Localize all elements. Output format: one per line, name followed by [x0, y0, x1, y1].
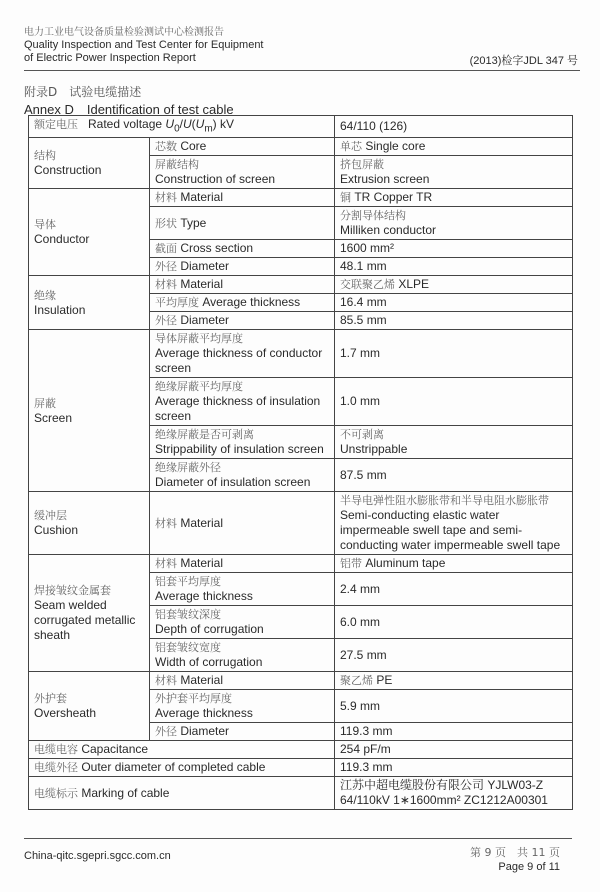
group-label: [29, 555, 150, 672]
parameter-cell: [150, 378, 335, 426]
table-row: [29, 138, 573, 156]
org-en-2: of Electric Power Inspection Report: [24, 52, 196, 64]
value-cn: 交联聚乙烯: [340, 278, 395, 292]
parameter-en: Strippability of insulation screen: [155, 442, 324, 457]
parameter-en: Construction of screen: [155, 172, 276, 187]
parameter-cn: 铝套皱纹深度: [155, 608, 221, 622]
parameter-cn: 外径: [155, 260, 177, 274]
property-label: [29, 741, 335, 759]
parameter-cn: 绝缘屏蔽平均厚度: [155, 380, 243, 394]
parameter-cell: [150, 240, 335, 258]
value-cell: [335, 426, 573, 459]
parameter-cn: 材料: [155, 674, 177, 688]
value-en: 6.0 mm: [340, 614, 381, 629]
value-cell: [335, 459, 573, 492]
group-label: [29, 492, 150, 555]
value-en: Extrusion screen: [340, 172, 430, 187]
org-cn: 电力工业电气设备质量检验测试中心检测报告: [24, 27, 224, 38]
value-en: 87.5 mm: [340, 467, 387, 482]
group-label: [29, 189, 150, 276]
parameter-cell: [150, 276, 335, 294]
table-row: [29, 759, 573, 777]
group-label: [29, 276, 150, 330]
property-en: Outer diameter of completed cable: [81, 760, 266, 775]
value-cn: 聚乙烯: [340, 674, 373, 688]
value-cell: [335, 690, 573, 723]
value-cell: [335, 723, 573, 741]
value-cn: 分割导体结构: [340, 209, 406, 223]
value-en: 2.4 mm: [340, 581, 381, 596]
value-cell: [335, 240, 573, 258]
parameter-cell: [150, 555, 335, 573]
property-value: 119.3 mm: [335, 759, 573, 777]
footer-site: China-qitc.sgepri.sgcc.com.cn: [24, 850, 171, 862]
value-en: 119.3 mm: [340, 724, 393, 739]
value-en: XLPE: [398, 277, 430, 292]
value-cell: [335, 294, 573, 312]
parameter-cn: 外径: [155, 725, 177, 739]
value-cn: 铜: [340, 191, 351, 205]
parameter-en: Diameter of insulation screen: [155, 475, 311, 490]
value-cell: [335, 555, 573, 573]
parameter-en: Average thickness: [202, 295, 301, 310]
value-cell: [335, 639, 573, 672]
group-label-en: Oversheath: [34, 706, 97, 721]
rated-voltage-label: 额定电压 Rated voltage $U_0/U(U_m)$ kV: [29, 116, 335, 138]
group-label: [29, 138, 150, 189]
value-cell: [335, 207, 573, 240]
table-row: [29, 492, 573, 555]
value-en: Aluminum tape: [365, 556, 446, 571]
annex-title-en: Annex D Identification of test cable: [24, 102, 234, 117]
value-en: Semi-conducting elastic water impermeable swell tape and semi-conducting water impermeable swell tape: [340, 508, 561, 553]
value-cn: 不可剥离: [340, 428, 384, 442]
parameter-cn: 平均厚度: [155, 296, 199, 310]
value-en: Single core: [365, 139, 426, 154]
parameter-en: Material: [180, 277, 224, 292]
parameter-cell: [150, 723, 335, 741]
parameter-cell: [150, 672, 335, 690]
value-cell: [335, 312, 573, 330]
table-row: [29, 777, 573, 810]
property-label: [29, 777, 335, 810]
parameter-cn: 铝套皱纹宽度: [155, 641, 221, 655]
parameter-cell: [150, 492, 335, 555]
value-cn: 半导电弹性阻水膨胀带和半导电阻水膨胀带: [340, 494, 549, 508]
parameter-cell: [150, 573, 335, 606]
property-cn: 电缆外径: [34, 761, 78, 775]
parameter-cn: 导体屏蔽平均厚度: [155, 332, 243, 346]
value-cell: [335, 189, 573, 207]
parameter-cn: 材料: [155, 557, 177, 571]
group-label-cn: 缓冲层: [34, 509, 67, 523]
parameter-en: Type: [180, 215, 207, 230]
group-label-cn: 绝缘: [34, 288, 56, 302]
group-label: [29, 672, 150, 741]
parameter-cell: [150, 606, 335, 639]
value-en: Milliken conductor: [340, 223, 437, 238]
table-row: [29, 189, 573, 207]
parameter-cell: [150, 189, 335, 207]
value-cn: 单芯: [340, 140, 362, 154]
parameter-cell: [150, 156, 335, 189]
parameter-en: Material: [180, 556, 224, 571]
table-row: [29, 741, 573, 759]
parameter-en: Average thickness: [155, 589, 253, 604]
property-cn: 电缆标示: [34, 786, 78, 800]
group-label-en: Screen: [34, 410, 73, 425]
parameter-cn: 截面: [155, 242, 177, 256]
parameter-en: Diameter: [180, 724, 230, 739]
org-en-1: Quality Inspection and Test Center for Equipment: [24, 39, 264, 51]
value-en: 85.5 mm: [340, 313, 387, 328]
group-label-cn: 结构: [34, 149, 56, 163]
value-en: TR Copper TR: [354, 190, 433, 205]
parameter-cn: 芯数: [155, 140, 177, 154]
parameter-cn: 绝缘屏蔽是否可剥离: [155, 428, 254, 442]
cable-table: [28, 115, 573, 810]
parameter-en: Average thickness: [155, 706, 253, 721]
value-cell: [335, 573, 573, 606]
group-label-en: Insulation: [34, 302, 86, 317]
value-en: PE: [376, 673, 393, 688]
footer-page: 第 9 页 共 11 页 Page 9 of 11: [470, 846, 560, 873]
value-en: 27.5 mm: [340, 647, 387, 662]
parameter-en: Average thickness of conductor screen: [155, 346, 323, 376]
value-cell: [335, 606, 573, 639]
value-cell: [335, 492, 573, 555]
rated-voltage-value: 64/110 (126): [335, 116, 573, 138]
table-row: [29, 330, 573, 378]
parameter-cn: 形状: [155, 216, 177, 230]
property-en: Marking of cable: [81, 785, 170, 800]
property-en: Capacitance: [81, 742, 149, 757]
group-label-en: Construction: [34, 163, 102, 178]
parameter-cell: [150, 207, 335, 240]
parameter-cell: [150, 312, 335, 330]
parameter-en: Average thickness of insulation screen: [155, 394, 321, 424]
value-cell: [335, 672, 573, 690]
parameter-cn: 材料: [155, 278, 177, 292]
header: [24, 26, 264, 65]
table-row: [29, 555, 573, 573]
value-cell: [335, 330, 573, 378]
value-cn: 铝带: [340, 557, 362, 571]
parameter-cn: 外护套平均厚度: [155, 692, 232, 706]
parameter-en: Material: [180, 515, 224, 530]
parameter-en: Material: [180, 673, 224, 688]
value-cn: 挤包屏蔽: [340, 158, 384, 172]
value-en: Unstrippable: [340, 442, 408, 457]
parameter-en: Diameter: [180, 313, 230, 328]
value-en: 48.1 mm: [340, 259, 387, 274]
group-label-en: Cushion: [34, 523, 79, 538]
property-label: [29, 759, 335, 777]
value-en: 1600 mm²: [340, 241, 395, 256]
value-cell: [335, 156, 573, 189]
footer-divider: [24, 838, 572, 839]
group-label: [29, 330, 150, 492]
parameter-cell: [150, 426, 335, 459]
property-value: 江苏中超电缆股份有限公司 YJLW03-Z 64/110kV 1∗1600mm² ZC1212A00301: [335, 777, 573, 810]
group-label-en: Conductor: [34, 232, 90, 247]
header-divider: [24, 70, 580, 71]
parameter-en: Cross section: [180, 241, 254, 256]
value-cell: [335, 276, 573, 294]
group-label-cn: 导体: [34, 218, 56, 232]
parameter-en: Diameter: [180, 259, 230, 274]
parameter-cell: [150, 294, 335, 312]
parameter-en: Width of corrugation: [155, 655, 263, 670]
property-cn: 电缆电容: [34, 743, 78, 757]
group-label-cn: 外护套: [34, 692, 67, 706]
parameter-cn: 绝缘屏蔽外径: [155, 461, 221, 475]
annex-title-cn: 附录D 试验电缆描述: [24, 85, 142, 99]
parameter-en: Depth of corrugation: [155, 622, 264, 637]
parameter-cn: 外径: [155, 314, 177, 328]
parameter-en: Core: [180, 139, 207, 154]
parameter-cn: 屏蔽结构: [155, 158, 199, 172]
value-cell: [335, 258, 573, 276]
parameter-cell: [150, 459, 335, 492]
parameter-en: Material: [180, 190, 224, 205]
parameter-cn: 材料: [155, 516, 177, 530]
value-en: 5.9 mm: [340, 698, 381, 713]
parameter-cell: [150, 330, 335, 378]
value-cell: [335, 138, 573, 156]
table-row: [29, 276, 573, 294]
group-label-en: Seam welded corrugated metallic sheath: [34, 598, 136, 643]
parameter-cell: [150, 138, 335, 156]
report-number: (2013)检字JDL 347 号: [469, 55, 578, 67]
group-label-cn: 屏蔽: [34, 396, 56, 410]
parameter-cell: [150, 258, 335, 276]
property-value: 254 pF/m: [335, 741, 573, 759]
value-en: 1.0 mm: [340, 394, 381, 409]
table-row: [29, 672, 573, 690]
value-en: 1.7 mm: [340, 346, 381, 361]
parameter-cn: 铝套平均厚度: [155, 575, 221, 589]
value-cell: [335, 378, 573, 426]
value-en: 16.4 mm: [340, 295, 387, 310]
parameter-cell: [150, 690, 335, 723]
table-row: [29, 116, 573, 138]
group-label-cn: 焊接皱纹金属套: [34, 584, 111, 598]
parameter-cn: 材料: [155, 191, 177, 205]
parameter-cell: [150, 639, 335, 672]
